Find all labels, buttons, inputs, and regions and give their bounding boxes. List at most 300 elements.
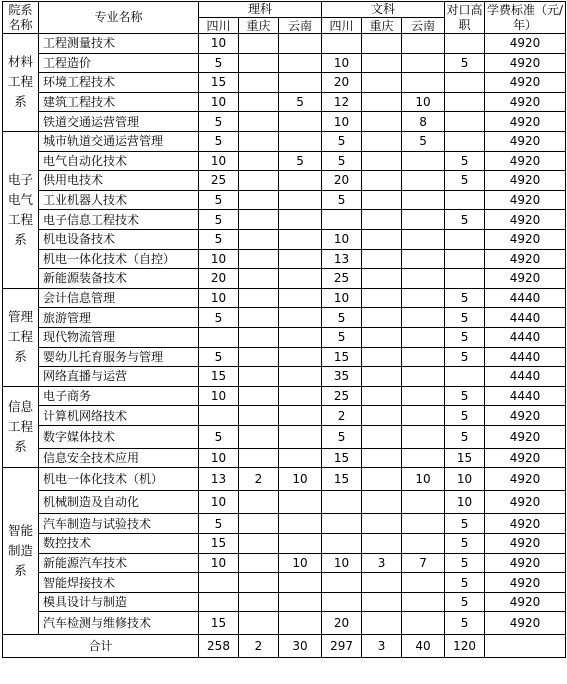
quota-cell [239,553,279,573]
quota-cell [199,406,239,426]
table-row [3,468,566,491]
table-row [3,347,566,367]
quota-cell: 10 [199,288,239,308]
fee-cell: 4920 [485,573,566,593]
quota-cell: 5 [199,131,239,151]
quota-cell: 5 [199,308,239,328]
table-row [3,308,566,328]
quota-cell [239,491,279,514]
quota-cell: 15 [199,612,239,635]
quota-cell [279,308,322,328]
quota-cell: 15 [199,367,239,387]
quota-cell [322,514,362,534]
vocational-cell [445,229,485,249]
total-cell: 258 [199,635,239,658]
quota-cell [362,386,402,406]
quota-cell [402,573,445,593]
quota-cell: 5 [322,131,362,151]
quota-cell [279,491,322,514]
quota-cell [239,151,279,171]
quota-cell [279,534,322,554]
vocational-cell: 5 [445,592,485,612]
major-name: 数控技术 [39,534,199,554]
quota-cell: 5 [199,425,239,448]
quota-cell [402,367,445,387]
quota-cell: 12 [322,92,362,112]
fee-cell: 4920 [485,190,566,210]
quota-cell [279,367,322,387]
quota-cell: 5 [322,151,362,171]
vocational-cell: 5 [445,514,485,534]
quota-cell [402,491,445,514]
table-row [3,151,566,171]
table-row [3,92,566,112]
quota-cell [402,73,445,93]
quota-cell: 10 [199,491,239,514]
fee-cell: 4920 [485,612,566,635]
table-row [3,269,566,289]
quota-cell: 5 [199,112,239,132]
quota-cell: 13 [199,468,239,491]
major-name: 婴幼儿托育服务与管理 [39,347,199,367]
major-name: 工程造价 [39,53,199,73]
table-row [3,612,566,635]
quota-cell [402,229,445,249]
fee-cell: 4920 [485,269,566,289]
fee-cell: 4920 [485,592,566,612]
quota-cell [279,406,322,426]
quota-cell [362,308,402,328]
table-row [3,288,566,308]
region-header: 重庆 [239,18,279,34]
major-name: 汽车检测与维修技术 [39,612,199,635]
total-cell: 297 [322,635,362,658]
quota-cell [362,448,402,468]
major-name: 城市轨道交通运营管理 [39,131,199,151]
table-row [3,425,566,448]
major-name: 环境工程技术 [39,73,199,93]
quota-cell [322,534,362,554]
quota-cell [362,491,402,514]
quota-cell: 5 [279,92,322,112]
total-cell [485,635,566,658]
table-row [3,491,566,514]
vocational-cell: 10 [445,491,485,514]
table-row [3,171,566,191]
fee-cell: 4920 [485,131,566,151]
quota-cell: 2 [322,406,362,426]
quota-cell [279,347,322,367]
major-name: 供用电技术 [39,171,199,191]
quota-cell [279,448,322,468]
table-row [3,249,566,269]
table-row [3,448,566,468]
quota-cell [279,249,322,269]
quota-cell: 15 [199,73,239,93]
major-name: 会计信息管理 [39,288,199,308]
major-name: 机电一体化技术（自控） [39,249,199,269]
quota-cell [239,229,279,249]
table-row [3,112,566,132]
fee-cell: 4920 [485,73,566,93]
vocational-cell [445,131,485,151]
fee-cell: 4920 [485,448,566,468]
vocational-cell: 5 [445,347,485,367]
quota-cell [362,327,402,347]
fee-cell: 4440 [485,386,566,406]
quota-cell [402,190,445,210]
quota-cell [402,53,445,73]
fee-cell: 4920 [485,425,566,448]
table-row [3,327,566,347]
quota-cell [362,347,402,367]
fee-cell: 4440 [485,288,566,308]
quota-cell: 5 [199,514,239,534]
major-name: 电子商务 [39,386,199,406]
quota-cell [279,592,322,612]
quota-cell [279,229,322,249]
vocational-cell: 5 [445,425,485,448]
quota-cell [402,210,445,230]
quota-cell: 10 [402,468,445,491]
table-row [3,534,566,554]
total-label: 合计 [3,635,199,658]
quota-cell [239,34,279,54]
quota-cell [402,34,445,54]
quota-cell [362,514,402,534]
quota-cell [239,53,279,73]
quota-cell: 5 [279,151,322,171]
quota-cell: 15 [322,448,362,468]
quota-cell [239,92,279,112]
quota-cell: 35 [322,367,362,387]
quota-cell [239,612,279,635]
fee-cell: 4920 [485,534,566,554]
enrollment-plan-table [2,1,566,658]
vocational-cell: 5 [445,171,485,191]
fee-cell: 4920 [485,229,566,249]
quota-cell [279,514,322,534]
vocational-cell: 5 [445,151,485,171]
major-name: 新能源汽车技术 [39,553,199,573]
quota-cell [362,468,402,491]
table-row [3,229,566,249]
department-name: 智能制造系 [3,468,39,635]
major-name: 智能焊接技术 [39,573,199,593]
fee-cell: 4920 [485,171,566,191]
vocational-cell: 5 [445,210,485,230]
quota-cell [239,249,279,269]
quota-cell: 10 [199,34,239,54]
major-name: 机械制造及自动化 [39,491,199,514]
quota-cell [402,514,445,534]
quota-cell: 15 [199,534,239,554]
region-header: 云南 [279,18,322,34]
dept-header: 院系名称 [3,2,39,34]
quota-cell [362,367,402,387]
quota-cell [239,112,279,132]
fee-cell: 4920 [485,151,566,171]
quota-cell: 5 [402,131,445,151]
quota-cell: 20 [322,73,362,93]
major-name: 旅游管理 [39,308,199,328]
quota-cell: 10 [199,249,239,269]
quota-cell [279,34,322,54]
vocational-cell [445,112,485,132]
quota-cell [362,269,402,289]
quota-cell [402,448,445,468]
table-row [3,210,566,230]
quota-cell [362,425,402,448]
table-row [3,73,566,93]
major-name: 工业机器人技术 [39,190,199,210]
quota-cell [362,612,402,635]
quota-cell [362,592,402,612]
quota-cell [279,171,322,191]
quota-cell [402,151,445,171]
fee-cell: 4920 [485,112,566,132]
quota-cell: 5 [199,210,239,230]
quota-cell [362,190,402,210]
quota-cell [362,34,402,54]
quota-cell: 10 [199,448,239,468]
quota-cell [279,386,322,406]
vocational-cell: 5 [445,612,485,635]
vocational-cell [445,34,485,54]
table-row [3,34,566,54]
quota-cell [279,73,322,93]
quota-cell [279,288,322,308]
quota-cell: 3 [362,553,402,573]
department-name: 电子电气工程系 [3,131,39,288]
vocational-cell [445,73,485,93]
quota-cell [279,425,322,448]
quota-cell: 10 [199,151,239,171]
quota-cell [322,592,362,612]
fee-cell: 4920 [485,514,566,534]
quota-cell [279,327,322,347]
total-row [3,635,566,658]
quota-cell [322,573,362,593]
vocational-cell: 5 [445,406,485,426]
quota-cell: 10 [279,553,322,573]
major-name: 汽车制造与试验技术 [39,514,199,534]
quota-cell: 5 [322,190,362,210]
major-name: 电气自动化技术 [39,151,199,171]
department-name: 管理工程系 [3,288,39,386]
quota-cell [239,386,279,406]
quota-cell [402,612,445,635]
table-row [3,553,566,573]
fee-cell: 4920 [485,553,566,573]
quota-cell [362,406,402,426]
quota-cell [279,131,322,151]
major-name: 模具设计与制造 [39,592,199,612]
quota-cell [239,347,279,367]
fee-cell: 4920 [485,92,566,112]
quota-cell [239,367,279,387]
quota-cell [239,514,279,534]
quota-cell [239,448,279,468]
region-header: 四川 [199,18,239,34]
department-name: 材料工程系 [3,34,39,132]
quota-cell [362,210,402,230]
quota-cell [239,190,279,210]
vocational-cell: 15 [445,448,485,468]
fee-cell: 4440 [485,347,566,367]
quota-cell [279,112,322,132]
quota-cell [362,534,402,554]
major-name: 网络直播与运营 [39,367,199,387]
quota-cell: 20 [199,269,239,289]
quota-cell: 25 [199,171,239,191]
quota-cell: 5 [199,53,239,73]
fee-cell: 4440 [485,327,566,347]
quota-cell [239,269,279,289]
quota-cell [239,534,279,554]
fee-cell: 4440 [485,308,566,328]
vocational-cell [445,367,485,387]
major-name: 电子信息工程技术 [39,210,199,230]
total-cell: 40 [402,635,445,658]
quota-cell [402,327,445,347]
vocational-cell [445,269,485,289]
quota-cell [279,573,322,593]
quota-cell: 10 [402,92,445,112]
quota-cell [239,73,279,93]
vocational-cell: 5 [445,53,485,73]
quota-cell: 5 [322,327,362,347]
quota-cell [239,573,279,593]
vocational-cell: 5 [445,534,485,554]
quota-cell [239,406,279,426]
major-name: 数字媒体技术 [39,425,199,448]
table-row [3,53,566,73]
total-cell: 2 [239,635,279,658]
quota-cell: 10 [199,92,239,112]
region-header: 云南 [402,18,445,34]
major-name: 新能源装备技术 [39,269,199,289]
quota-cell [239,131,279,151]
quota-cell: 2 [239,468,279,491]
quota-cell [402,269,445,289]
quota-cell [322,34,362,54]
vocational-cell [445,190,485,210]
quota-cell [402,171,445,191]
vocational-cell [445,249,485,269]
quota-cell: 8 [402,112,445,132]
quota-cell: 5 [199,229,239,249]
table-body [3,2,566,658]
major-name: 机电一体化技术（机） [39,468,199,491]
major-name: 现代物流管理 [39,327,199,347]
quota-cell [402,308,445,328]
major-header: 专业名称 [39,2,199,34]
quota-cell [402,534,445,554]
vocational-cell: 5 [445,288,485,308]
total-cell: 120 [445,635,485,658]
quota-cell [322,210,362,230]
table-row [3,573,566,593]
fee-header: 学费标准（元/年） [485,2,566,34]
quota-cell [402,386,445,406]
quota-cell [362,171,402,191]
quota-cell: 10 [322,553,362,573]
vocational-cell: 5 [445,553,485,573]
vocational-cell: 5 [445,386,485,406]
major-name: 机电设备技术 [39,229,199,249]
quota-cell: 7 [402,553,445,573]
department-name: 信息工程系 [3,386,39,468]
quota-cell [199,592,239,612]
fee-cell: 4920 [485,491,566,514]
quota-cell: 25 [322,269,362,289]
quota-cell: 10 [322,53,362,73]
table-row [3,386,566,406]
table-row [3,367,566,387]
major-name: 工程测量技术 [39,34,199,54]
table-row [3,514,566,534]
vocational-header: 对口高职 [446,2,483,32]
quota-cell: 10 [322,288,362,308]
arts-header: 文科 [322,2,445,18]
header-row-1 [3,2,566,18]
quota-cell: 5 [199,190,239,210]
vocational-cell: 10 [445,468,485,491]
quota-cell: 10 [199,553,239,573]
vocational-cell [445,92,485,112]
quota-cell [279,612,322,635]
region-header: 重庆 [362,18,402,34]
quota-cell: 15 [322,347,362,367]
quota-cell [279,210,322,230]
quota-cell [402,425,445,448]
quota-cell [239,210,279,230]
quota-cell: 20 [322,171,362,191]
quota-cell [362,573,402,593]
quota-cell [279,53,322,73]
region-header: 四川 [322,18,362,34]
fee-cell: 4920 [485,249,566,269]
quota-cell: 5 [199,347,239,367]
vocational-cell: 5 [445,573,485,593]
major-name: 信息安全技术应用 [39,448,199,468]
quota-cell [402,406,445,426]
quota-cell [239,425,279,448]
quota-cell [239,592,279,612]
vocational-cell: 5 [445,308,485,328]
quota-cell [362,151,402,171]
quota-cell [402,288,445,308]
fee-cell: 4920 [485,34,566,54]
total-cell: 30 [279,635,322,658]
quota-cell [362,131,402,151]
fee-cell: 4440 [485,367,566,387]
quota-cell [402,347,445,367]
table-row [3,190,566,210]
fee-cell: 4920 [485,406,566,426]
quota-cell [362,112,402,132]
quota-cell: 15 [322,468,362,491]
total-cell: 3 [362,635,402,658]
quota-cell [402,592,445,612]
table-row [3,131,566,151]
quota-cell [362,229,402,249]
quota-cell: 20 [322,612,362,635]
quota-cell: 10 [199,386,239,406]
quota-cell [362,73,402,93]
quota-cell [239,171,279,191]
